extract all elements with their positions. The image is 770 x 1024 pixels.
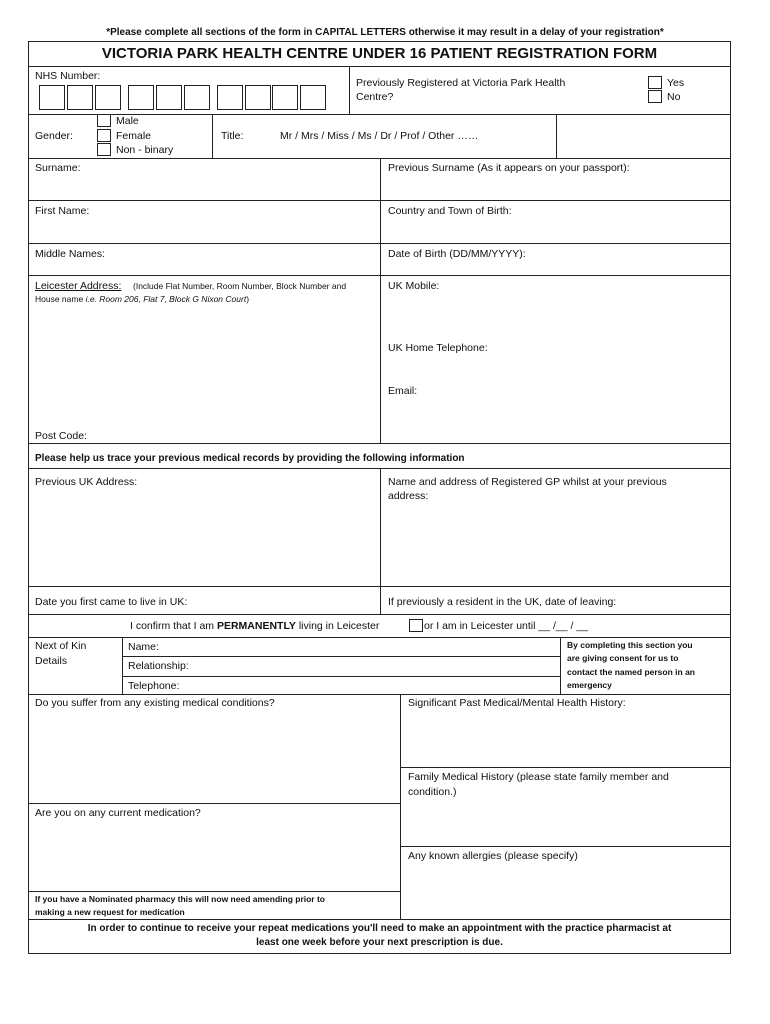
post-code-label: Post Code: bbox=[35, 430, 87, 442]
gender-female-label: Female bbox=[116, 130, 152, 142]
title-options[interactable]: Mr / Mrs / Miss / Ms / Dr / Prof / Other …… bbox=[280, 130, 479, 142]
uk-mobile-label: UK Mobile: bbox=[388, 280, 440, 292]
title-label: Title: bbox=[221, 130, 244, 142]
previous-surname-label: Previous Surname (As it appears on your passport): bbox=[388, 162, 630, 174]
family-medical-history-label-1: Family Medical History (please state family member and bbox=[408, 771, 669, 783]
no-checkbox[interactable] bbox=[648, 90, 662, 103]
previous-gp-label-1: Name and address of Registered GP whilst at your previous bbox=[388, 476, 667, 488]
gender-nonbinary-label: Non - binary bbox=[116, 144, 174, 156]
surname-label: Surname: bbox=[35, 162, 81, 174]
nhs-digit-4[interactable] bbox=[128, 85, 154, 110]
leicester-address-label: Leicester Address: bbox=[35, 280, 122, 292]
previously-registered-label-2: Centre? bbox=[356, 91, 394, 103]
nok-relationship-label: Relationship: bbox=[128, 660, 189, 672]
nhs-digit-1[interactable] bbox=[39, 85, 65, 110]
nok-telephone-field[interactable] bbox=[122, 676, 561, 695]
gender-nonbinary-checkbox[interactable] bbox=[97, 143, 111, 156]
title-entry-cell[interactable] bbox=[556, 114, 731, 159]
form-notice: *Please complete all sections of the form in CAPITAL LETTERS otherwise it may result in a delay of your registration* bbox=[106, 27, 664, 38]
first-name-label: First Name: bbox=[35, 205, 90, 217]
leicester-address-hint: (Include Flat Number, Room Number, Block Number and bbox=[133, 281, 347, 291]
residency-confirm-text: I confirm that I am PERMANENTLY living in Leicester bbox=[130, 620, 380, 632]
date-leaving-uk-label: If previously a resident in the UK, date of leaving: bbox=[388, 596, 617, 608]
nhs-digit-7[interactable] bbox=[217, 85, 243, 110]
nok-consent-line-3: contact the named person in an bbox=[567, 667, 695, 677]
form-title: VICTORIA PARK HEALTH CENTRE UNDER 16 PATIENT REGISTRATION FORM bbox=[101, 45, 658, 62]
family-medical-history-label-2: condition.) bbox=[408, 786, 457, 798]
current-medication-label: Are you on any current medication? bbox=[35, 807, 201, 819]
permanently-resident-checkbox[interactable] bbox=[409, 619, 423, 632]
email-label: Email: bbox=[388, 385, 418, 397]
nhs-digit-6[interactable] bbox=[184, 85, 210, 110]
uk-home-telephone-label: UK Home Telephone: bbox=[388, 342, 488, 354]
nok-name-label: Name: bbox=[128, 641, 159, 653]
pharmacy-note-line-1: If you have a Nominated pharmacy this will now need amending prior to bbox=[35, 894, 325, 904]
date-first-uk-label: Date you first came to live in UK: bbox=[35, 596, 188, 608]
nok-consent-line-4: emergency bbox=[567, 680, 612, 690]
next-of-kin-label-1: Next of Kin bbox=[35, 640, 87, 652]
nok-telephone-label: Telephone: bbox=[128, 680, 180, 692]
repeat-medication-note-line-1: In order to continue to receive your repeat medications you'll need to make an appointment with the practice pharmacist at bbox=[87, 923, 672, 934]
pharmacy-note-line-2: making a new request for medication bbox=[35, 907, 185, 917]
yes-label: Yes bbox=[667, 77, 685, 89]
nhs-digit-8[interactable] bbox=[245, 85, 271, 110]
gender-male-label: Male bbox=[116, 115, 139, 127]
existing-conditions-label: Do you suffer from any existing medical conditions? bbox=[35, 697, 275, 709]
yes-checkbox[interactable] bbox=[648, 76, 662, 89]
past-medical-history-label: Significant Past Medical/Mental Health History: bbox=[408, 697, 626, 709]
nhs-digit-3[interactable] bbox=[95, 85, 121, 110]
nhs-digit-9[interactable] bbox=[272, 85, 298, 110]
nok-name-field[interactable] bbox=[122, 637, 561, 657]
middle-names-label: Middle Names: bbox=[35, 248, 106, 260]
temporary-resident-text[interactable]: or I am in Leicester until __ /__ / __ bbox=[424, 620, 589, 632]
gender-male-checkbox[interactable] bbox=[97, 114, 111, 127]
previous-uk-address-label: Previous UK Address: bbox=[35, 476, 138, 488]
allergies-label: Any known allergies (please specify) bbox=[408, 850, 578, 862]
no-label: No bbox=[667, 91, 681, 103]
nok-consent-line-2: are giving consent for us to bbox=[567, 653, 679, 663]
nhs-digit-2[interactable] bbox=[67, 85, 93, 110]
gender-label: Gender: bbox=[35, 130, 73, 142]
country-town-birth-label: Country and Town of Birth: bbox=[388, 205, 512, 217]
previous-gp-label-2: address: bbox=[388, 490, 429, 502]
nhs-digit-5[interactable] bbox=[156, 85, 182, 110]
surname-field[interactable] bbox=[28, 158, 381, 201]
leicester-address-hint-line-2: House name i.e. Room 206, Flat 7, Block G Nixon Court) bbox=[35, 294, 250, 304]
nhs-digit-10[interactable] bbox=[300, 85, 326, 110]
nhs-number-label: NHS Number: bbox=[35, 70, 101, 82]
repeat-medication-note-line-2: least one week before your next prescription is due. bbox=[256, 937, 503, 948]
contact-details-cell bbox=[380, 275, 731, 444]
existing-conditions-field[interactable] bbox=[28, 694, 401, 804]
nok-consent-line-1: By completing this section you bbox=[567, 640, 693, 650]
next-of-kin-label-2: Details bbox=[35, 655, 68, 667]
date-of-birth-label: Date of Birth (DD/MM/YYYY): bbox=[388, 248, 526, 260]
previously-registered-label-1: Previously Registered at Victoria Park Health bbox=[356, 77, 566, 89]
trace-records-heading: Please help us trace your previous medical records by providing the following information bbox=[35, 453, 465, 464]
gender-female-checkbox[interactable] bbox=[97, 129, 111, 142]
